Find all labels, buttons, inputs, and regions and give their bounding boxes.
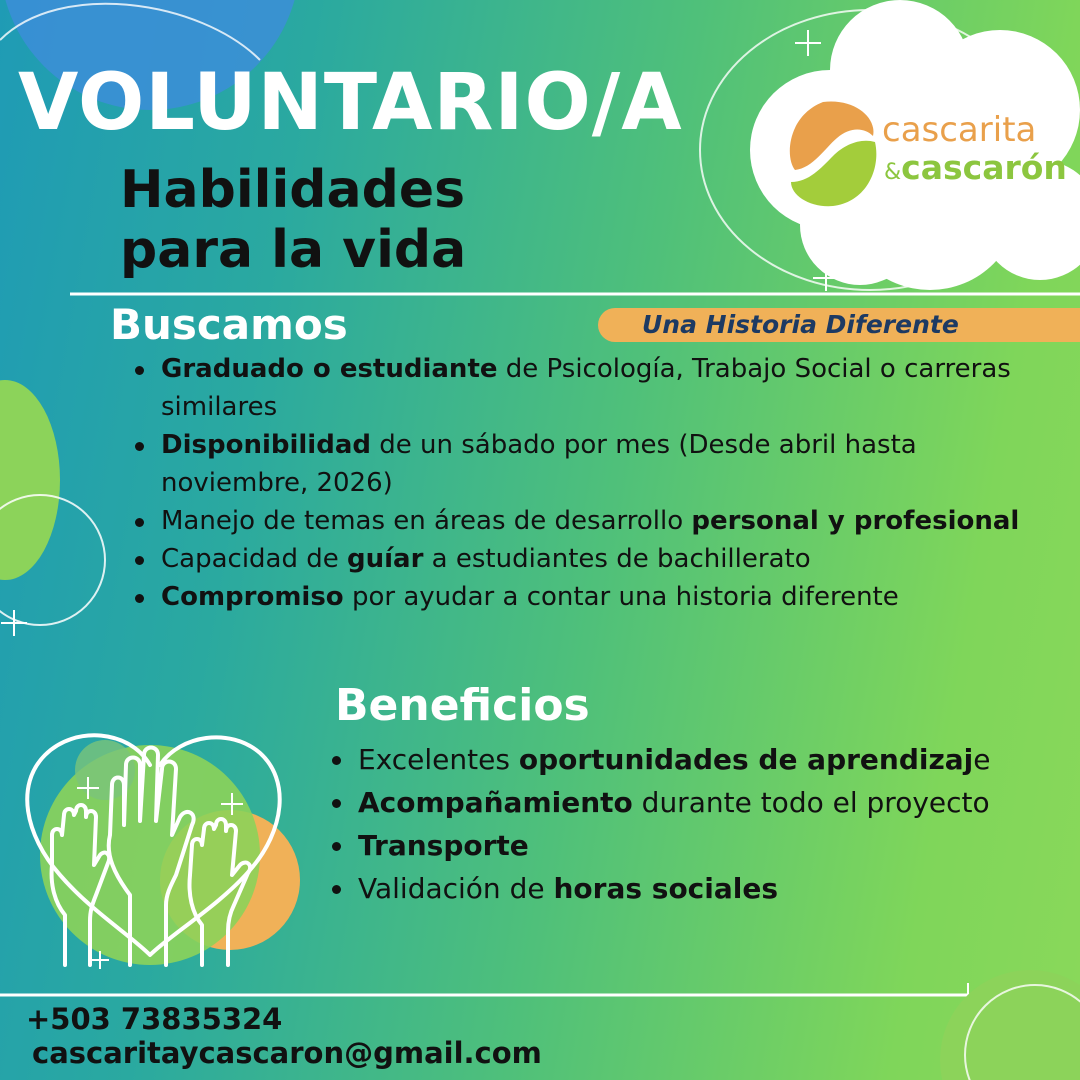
item-bold: guíar	[347, 544, 424, 574]
list-item	[135, 350, 1055, 426]
list-item	[332, 781, 1072, 824]
contact-phone[interactable]: +503 73835324	[26, 1002, 283, 1036]
logo-text-line-2	[884, 150, 1067, 191]
item-bold: horas sociales	[553, 872, 779, 905]
list-item	[332, 738, 1072, 781]
item-bold: Graduado o estudiante	[161, 354, 498, 384]
item-text: e	[973, 743, 991, 776]
item-text: durante todo el proyecto	[632, 786, 990, 819]
beneficios-heading: Beneficios	[335, 680, 590, 731]
poster-title: VOLUNTARIO/A	[18, 58, 683, 148]
item-text: Excelentes	[358, 743, 519, 776]
item-text: por ayudar a contar una historia diferente	[343, 582, 899, 612]
beneficios-list	[332, 738, 1072, 910]
item-bold: Acompañamiento	[358, 786, 633, 819]
item-text: Capacidad de	[161, 544, 348, 574]
buscamos-list	[135, 350, 1055, 616]
tagline-banner	[598, 308, 1080, 342]
list-item	[135, 502, 1055, 540]
subtitle-line-2: para la vida	[120, 220, 467, 280]
item-bold: oportunidades de aprendizaj	[518, 743, 974, 776]
logo-ampersand: &	[884, 160, 902, 185]
item-text: Validación de	[358, 872, 554, 905]
logo-text-line-1: cascarita	[882, 110, 1037, 150]
contact-email[interactable]: cascaritaycascaron@gmail.com	[32, 1036, 542, 1070]
raised-hands-icon	[20, 725, 300, 970]
buscamos-heading: Buscamos	[110, 300, 348, 349]
tagline-text: Una Historia Diferente	[642, 310, 959, 339]
logo-text-bold: cascarón	[901, 148, 1067, 187]
list-item	[332, 867, 1072, 910]
brand-logo	[882, 110, 1067, 191]
poster-subtitle	[120, 160, 466, 280]
item-text: de un sábado por mes (Desde abril hasta noviembre, 2026)	[161, 430, 917, 498]
item-bold: Transporte	[358, 829, 529, 862]
list-item	[135, 540, 1055, 578]
list-item	[332, 824, 1072, 867]
subtitle-line-1: Habilidades	[120, 160, 466, 220]
list-item	[135, 426, 1055, 502]
item-bold: Compromiso	[161, 582, 344, 612]
item-text: de Psicología, Trabajo Social o carreras similares	[161, 354, 1011, 422]
item-text: Manejo de temas en áreas de desarrollo	[161, 506, 692, 536]
item-bold: personal y profesional	[691, 506, 1020, 536]
item-bold: Disponibilidad	[161, 430, 371, 460]
logo-mark-icon	[785, 98, 880, 210]
item-text: a estudiantes de bachillerato	[423, 544, 811, 574]
list-item	[135, 578, 1055, 616]
